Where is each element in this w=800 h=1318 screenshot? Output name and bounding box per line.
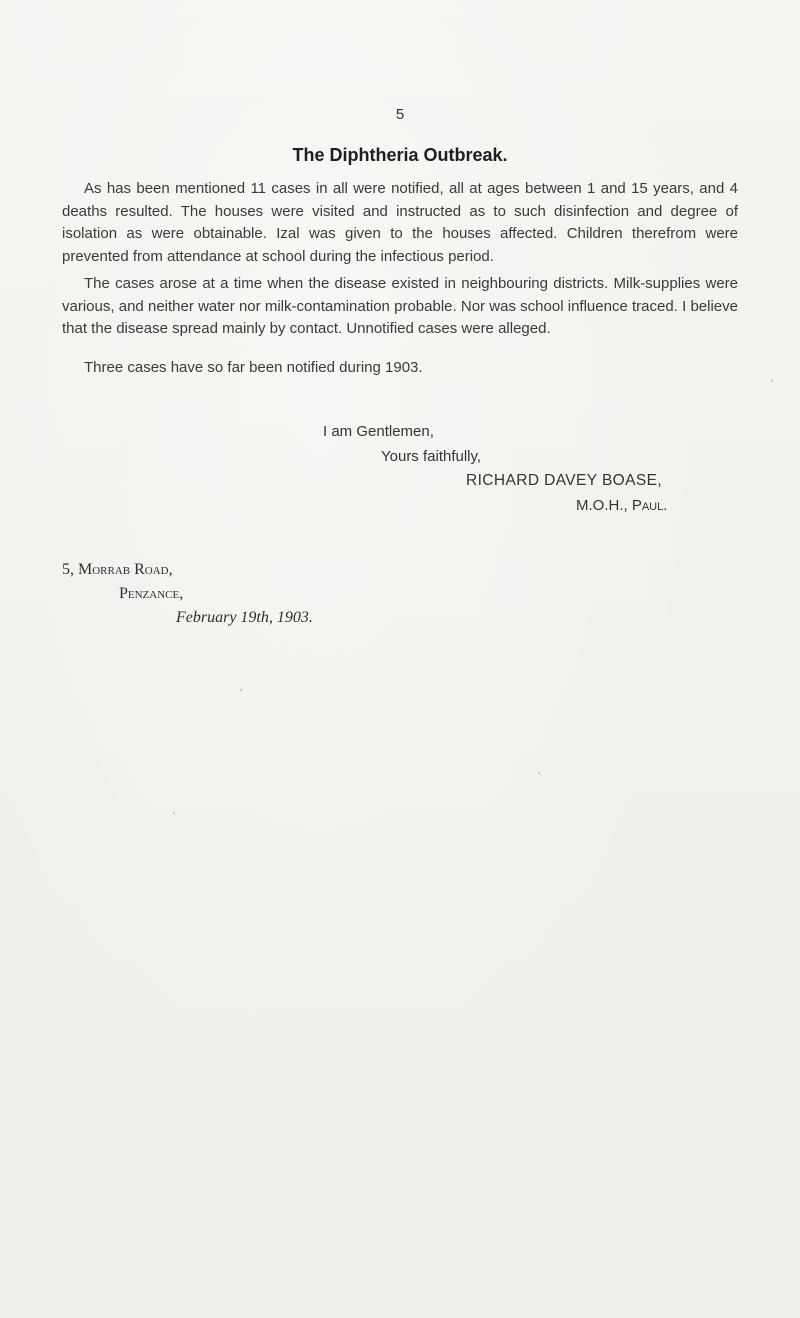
paragraph-current-year: Three cases have so far been notified during 1903. bbox=[84, 359, 423, 376]
address-street: 5, Morrab Road, bbox=[62, 561, 173, 578]
letter-date: February 19th, 1903. bbox=[176, 609, 313, 626]
page-number: 5 bbox=[395, 106, 405, 123]
paper-speck bbox=[240, 689, 242, 691]
paper-speck bbox=[538, 772, 540, 774]
paper-speck bbox=[771, 380, 773, 382]
address-town: Penzance, bbox=[119, 585, 184, 602]
paragraph-notifications: As has been mentioned 11 cases in all were notified, all at ages between 1 and 15 years, and 4 deaths resulted. The houses were visited and instructed as to such disinfection and degree of isolation as were obtainable. Izal was given to the houses affected. Children therefrom were prevented from attendance at school during the infectious period. bbox=[62, 180, 738, 265]
paragraph-origin: The cases arose at a time when the disease existed in neighbouring districts. Milk-supplies were various, and neither water nor milk-contamination probable. Nor was school influence traced. I believe that the disease spread mainly by contact. Unnotified cases were alleged. bbox=[62, 275, 738, 337]
paper-speck bbox=[173, 812, 175, 814]
section-title: The Diphtheria Outbreak. bbox=[292, 145, 508, 165]
closing-salutation: I am Gentlemen, bbox=[323, 423, 434, 440]
signature-name: RICHARD DAVEY BOASE, bbox=[466, 472, 663, 489]
signature-title: M.O.H., Paul. bbox=[576, 497, 668, 514]
closing-valediction: Yours faithfully, bbox=[381, 448, 482, 465]
